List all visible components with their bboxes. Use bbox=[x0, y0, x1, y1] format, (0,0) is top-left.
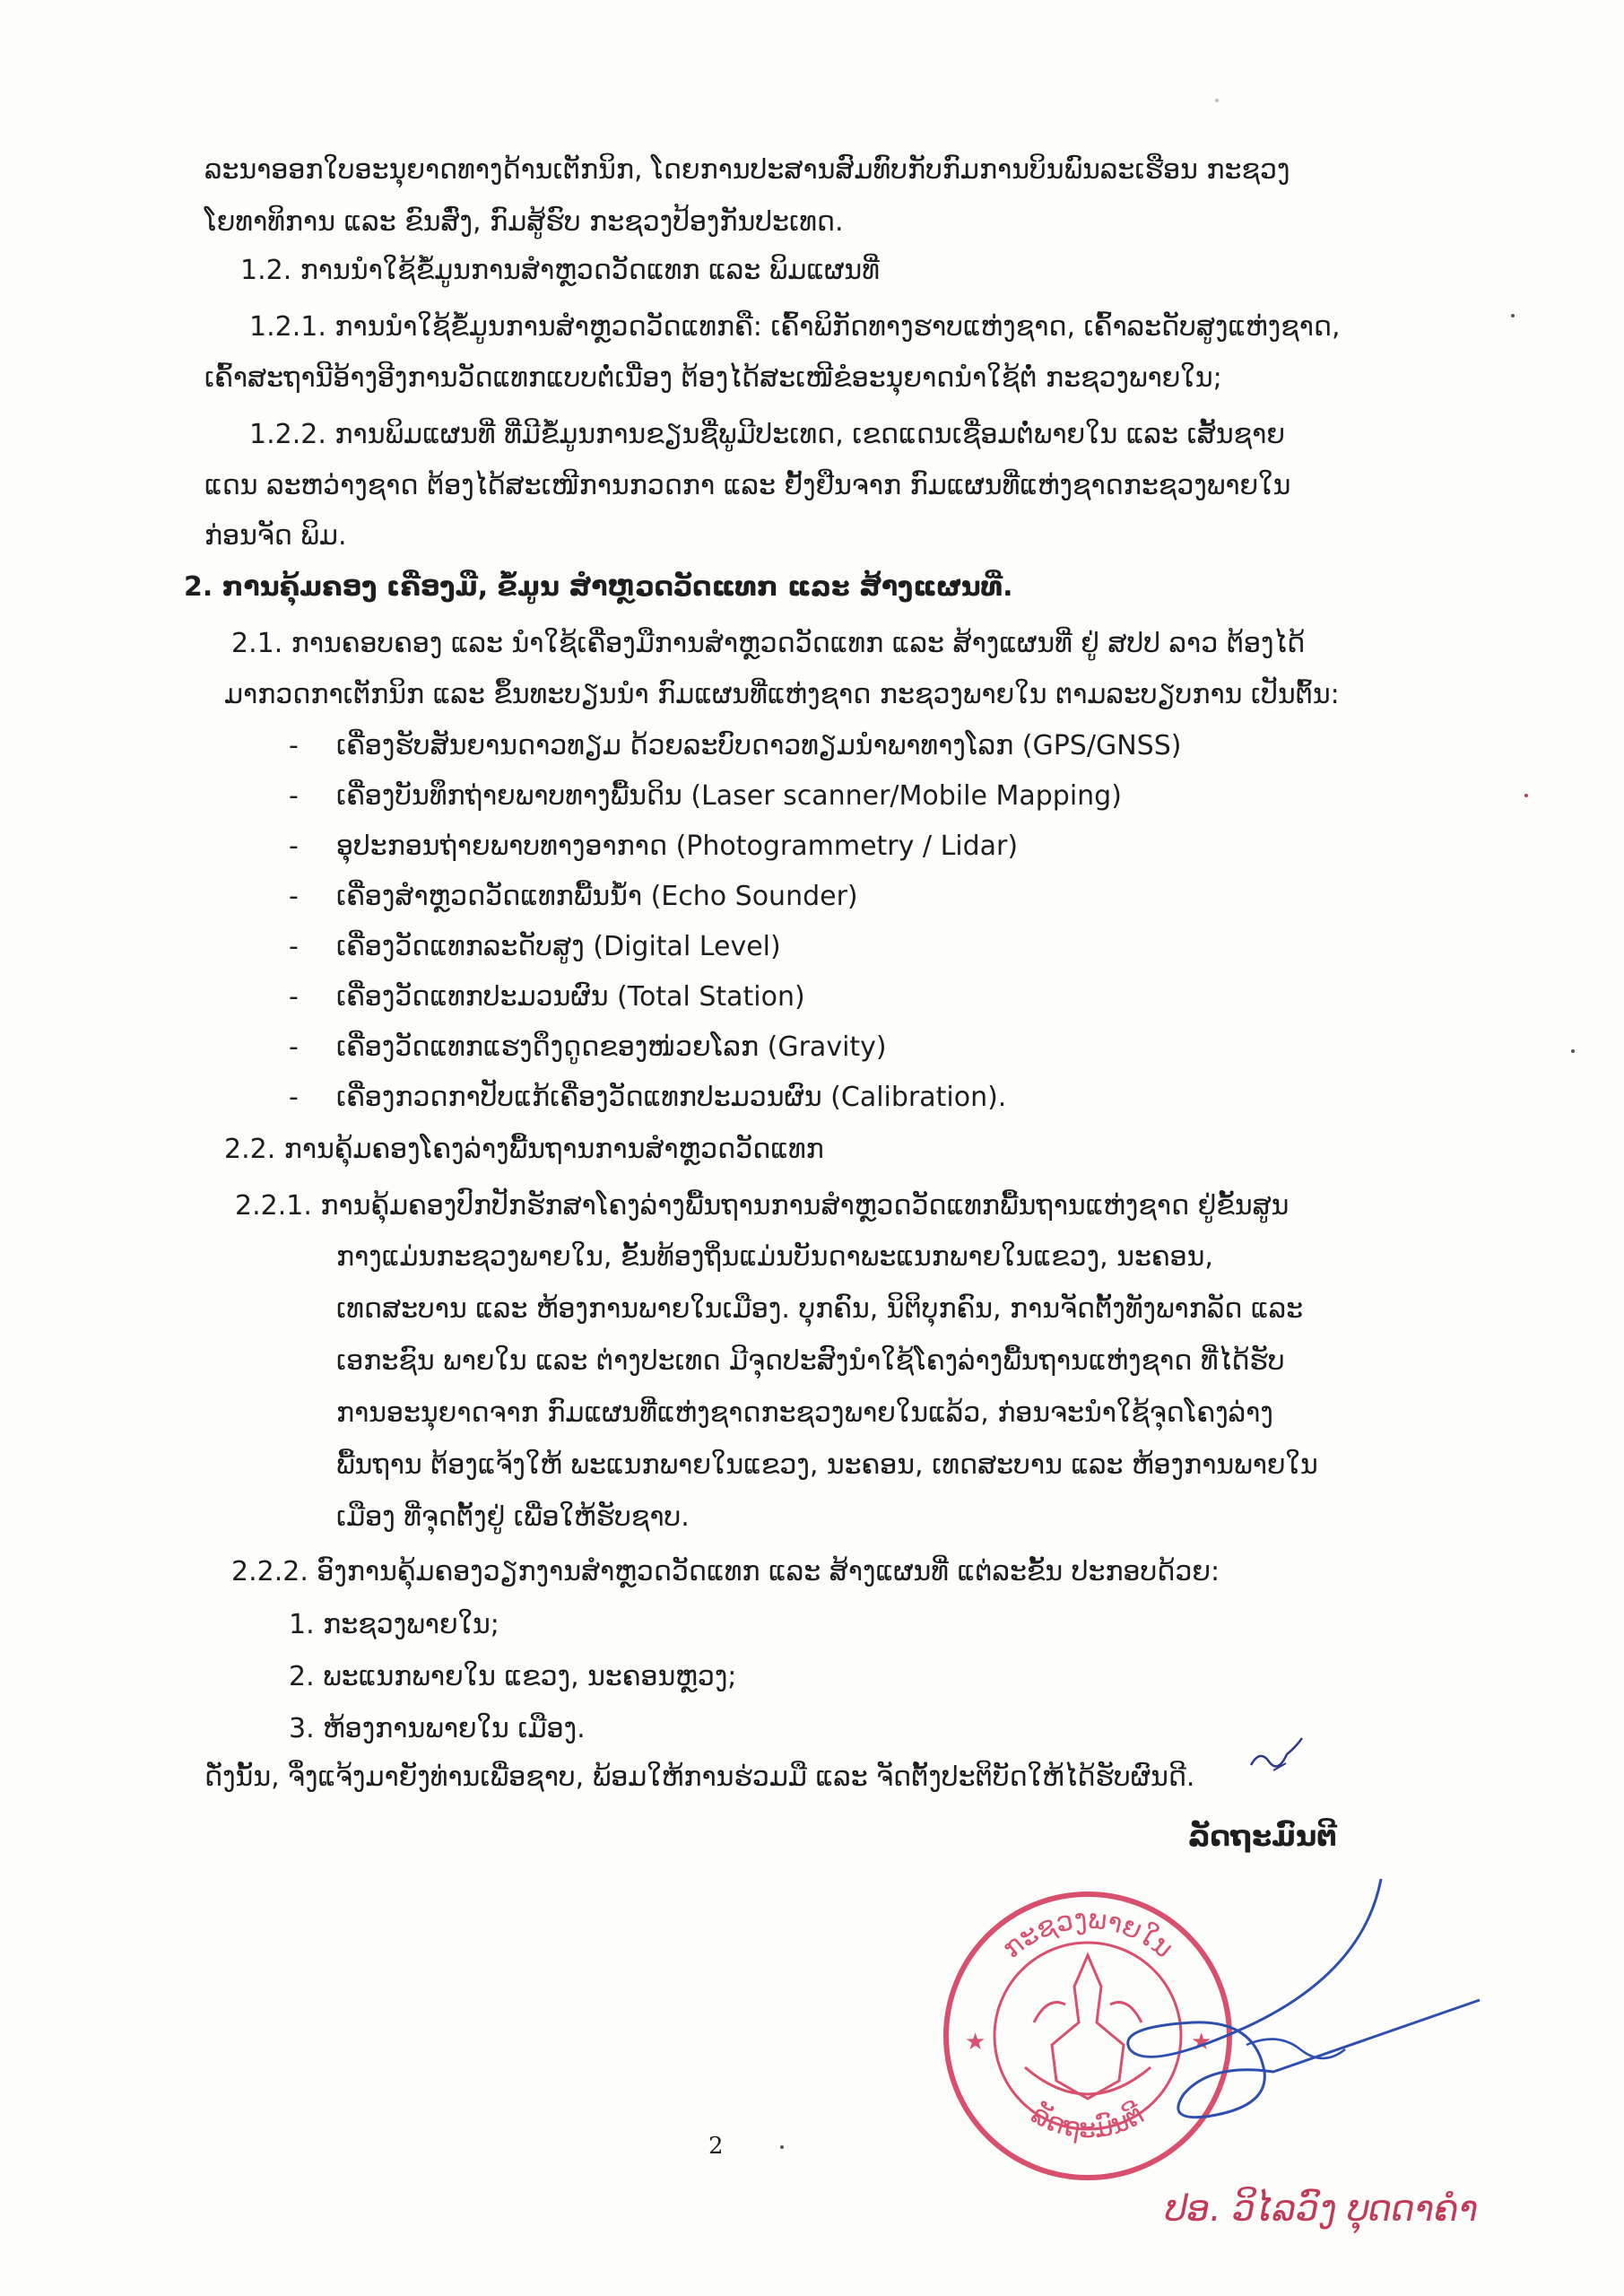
scan-speck bbox=[780, 2145, 784, 2149]
paragraph-line: ມາກວດກາເຕັກນິກ ແລະ ຂຶ້ນທະບຽນນໍາ ກົມແຜນທີ່ແຫ່ງຊາດ ກະຊວງພາຍໃນ ຕາມລະບຽບການ ເປັນຕົ້ນ: bbox=[224, 679, 1340, 710]
paragraph-line: 1.2.1. ການນໍາໃຊ້ຂໍ້ມູນການສໍາຫຼວດວັດແທກຄື: ເຄົ້າພິກັດທາງຮາບແຫ່ງຊາດ, ເຄົ້າລະດັບສູງແຫ່ງຊາດ, bbox=[249, 311, 1341, 343]
equipment-list-item: ເຄື່ອງສໍາຫຼວດວັດແທກພື້ນນໍ້າ (Echo Sounder) bbox=[336, 881, 858, 912]
equipment-list-item: ເຄື່ອງວັດແທກລະດັບສູງ (Digital Level) bbox=[336, 931, 781, 962]
page-number: 2 bbox=[708, 2133, 724, 2160]
paragraph-line: ເທດສະບານ ແລະ ຫ້ອງການພາຍໃນເມືອງ. ບຸກຄົນ, ນິຕິບຸກຄົນ, ການຈັດຕັ້ງທັງພາກລັດ ແລະ bbox=[336, 1293, 1304, 1325]
paragraph-line: ໂຍທາທິການ ແລະ ຂົນສົ່ງ, ກົມສູ້ຮົບ ກະຊວງປ້ອງກັນປະເທດ. bbox=[204, 206, 844, 238]
organ-list-item: 1. ກະຊວງພາຍໃນ; bbox=[289, 1609, 499, 1640]
closing-line: ດັ່ງນັ້ນ, ຈຶ່ງແຈ້ງມາຍັງທ່ານເພື່ອຊາບ, ພ້ອມໃຫ້ການຮ່ວມມື ແລະ ຈັດຕັ້ງປະຕິບັດໃຫ້ໄດ້ຮັບຜົນດີ. bbox=[204, 1761, 1195, 1793]
bullet-dash: - bbox=[289, 981, 299, 1013]
section-heading-1-2: 1.2. ການນໍາໃຊ້ຂໍ້ມູນການສໍາຫຼວດວັດແທກ ແລະ ພິມແຜນທີ່ bbox=[240, 255, 880, 286]
paragraph-line: ລະນາອອກໃບອະນຸຍາດທາງດ້ານເຕັກນິກ, ໂດຍການປະສານສົມທົບກັບກົມການບິນພົນລະເຮືອນ ກະຊວງ bbox=[204, 154, 1290, 186]
organ-list-item: 3. ຫ້ອງການພາຍໃນ ເມືອງ. bbox=[289, 1713, 586, 1744]
bullet-dash: - bbox=[289, 931, 299, 962]
organ-list-item: 2. ພະແນກພາຍໃນ ແຂວງ, ນະຄອນຫຼວງ; bbox=[289, 1661, 737, 1692]
section-heading-2: 2. ການຄຸ້ມຄອງ ເຄື່ອງມື, ຂໍ້ມູນ ສໍາຫຼວດວັດແທກ ແລະ ສ້າງແຜນທີ່. bbox=[184, 571, 1013, 603]
paragraph-line: ການອະນຸຍາດຈາກ ກົມແຜນທີ່ແຫ່ງຊາດກະຊວງພາຍໃນແລ້ວ, ກ່ອນຈະນໍາໃຊ້ຈຸດໂຄງລ່າງ bbox=[336, 1397, 1273, 1429]
paragraph-line: ເຄົ້າສະຖານີອ້າງອີງການວັດແທກແບບຕໍ່ເນື່ອງ ຕ້ອງໄດ້ສະເໜີຂໍອະນຸຍາດນໍາໃຊ້ຕໍ່ ກະຊວງພາຍໃນ; bbox=[204, 362, 1222, 394]
signer-name: ປອ. ວິໄລວົງ ບຸດດາຄໍາ bbox=[1166, 2188, 1479, 2230]
scan-speck bbox=[1571, 1049, 1575, 1053]
bullet-dash: - bbox=[289, 730, 299, 761]
scan-speck bbox=[1215, 99, 1219, 102]
paragraph-line: ເມືອງ ທີ່ຈຸດຕັ້ງຢູ່ ເພື່ອໃຫ້ຮັບຊາບ. bbox=[336, 1501, 690, 1533]
svg-text:★: ★ bbox=[965, 2029, 986, 2056]
scan-speck bbox=[1511, 314, 1515, 317]
bullet-dash: - bbox=[289, 780, 299, 812]
equipment-list-item: ເຄື່ອງວັດແທກແຮງດຶງດູດຂອງໜ່ວຍໂລກ (Gravity) bbox=[336, 1031, 887, 1063]
bullet-dash: - bbox=[289, 1082, 299, 1113]
handwritten-initials-icon bbox=[1246, 1731, 1309, 1776]
equipment-list-item: ເຄື່ອງວັດແທກປະມວນຜົນ (Total Station) bbox=[336, 981, 805, 1013]
signer-title: ລັດຖະມົນຕີ bbox=[1188, 1819, 1337, 1853]
paragraph-line: ພື້ນຖານ ຕ້ອງແຈ້ງໃຫ້ ພະແນກພາຍໃນແຂວງ, ນະຄອນ, ເທດສະບານ ແລະ ຫ້ອງການພາຍໃນ bbox=[336, 1449, 1318, 1481]
bullet-dash: - bbox=[289, 831, 299, 862]
scan-speck bbox=[1524, 794, 1528, 797]
equipment-list-item: ເຄື່ອງກວດກາປັບແກ້ເຄື່ອງວັດແທກປະມວນຜົນ (Calibration). bbox=[336, 1082, 1007, 1113]
paragraph-line: ກາງແມ່ນກະຊວງພາຍໃນ, ຂັ້ນທ້ອງຖິ່ນແມ່ນບັນດາພະແນກພາຍໃນແຂວງ, ນະຄອນ, bbox=[336, 1241, 1213, 1273]
section-heading-2-2: 2.2. ການຄຸ້ມຄອງໂຄງລ່າງພື້ນຖານການສໍາຫຼວດວັດແທກ bbox=[224, 1134, 824, 1165]
seal-top-text: ກະຊວງພາຍໃນ bbox=[996, 1903, 1179, 1965]
seal-bottom-text: ລັດຖະມົນຕີ bbox=[1025, 2098, 1151, 2145]
bullet-dash: - bbox=[289, 1031, 299, 1063]
paragraph-line: 2.2.1. ການຄຸ້ມຄອງປົກປັກຮັກສາໂຄງລ່າງພື້ນຖານການສໍາຫຼວດວັດແທກພື້ນຖານແຫ່ງຊາດ ຢູ່ຂັ້ນສູນ bbox=[235, 1190, 1290, 1222]
paragraph-line: ແດນ ລະຫວ່າງຊາດ ຕ້ອງໄດ້ສະເໜີການກວດກາ ແລະ ຢັ້ງຢືນຈາກ ກົມແຜນທີ່ແຫ່ງຊາດກະຊວງພາຍໃນ bbox=[204, 470, 1291, 501]
paragraph-line: ກ່ອນຈັດ ພິມ. bbox=[204, 520, 347, 552]
paragraph-line: 2.1. ການຄອບຄອງ ແລະ ນໍາໃຊ້ເຄື່ອງມືການສໍາຫຼວດວັດແທກ ແລະ ສ້າງແຜນທີ່ ຢູ່ ສປປ ລາວ ຕ້ອງໄດ້ bbox=[231, 628, 1306, 659]
handwritten-signature-icon bbox=[1112, 1866, 1489, 2161]
paragraph-line: 2.2.2. ອົງການຄຸ້ມຄອງວຽກງານສໍາຫຼວດວັດແທກ ແລະ ສ້າງແຜນທີ່ ແຕ່ລະຂັ້ນ ປະກອບດ້ວຍ: bbox=[231, 1556, 1220, 1587]
bullet-dash: - bbox=[289, 881, 299, 912]
equipment-list-item: ອຸປະກອນຖ່າຍພາບທາງອາກາດ (Photogrammetry / Lidar) bbox=[336, 831, 1019, 862]
equipment-list-item: ເຄື່ອງບັນທຶກຖ່າຍພາບທາງພື້ນດິນ (Laser scanner/Mobile Mapping) bbox=[336, 780, 1122, 812]
equipment-list-item: ເຄື່ອງຮັບສັນຍານດາວທຽມ ດ້ວຍລະບົບດາວທຽມນໍາພາທາງໂລກ (GPS/GNSS) bbox=[336, 730, 1182, 761]
paragraph-line: ເອກະຊົນ ພາຍໃນ ແລະ ຕ່າງປະເທດ ມີຈຸດປະສົງນໍາໃຊ້ໂຄງລ່າງພື້ນຖານແຫ່ງຊາດ ທີ່ໄດ້ຮັບ bbox=[336, 1345, 1285, 1377]
svg-text:★: ★ bbox=[1191, 2029, 1212, 2056]
paragraph-line: 1.2.2. ການພິມແຜນທີ່ ທີ່ມີຂໍ້ມູນການຂຽນຊື່ພູມີປະເທດ, ເຂດແດນເຊື່ອມຕໍ່ພາຍໃນ ແລະ ເສັ້ນຊາຍ bbox=[249, 419, 1285, 450]
